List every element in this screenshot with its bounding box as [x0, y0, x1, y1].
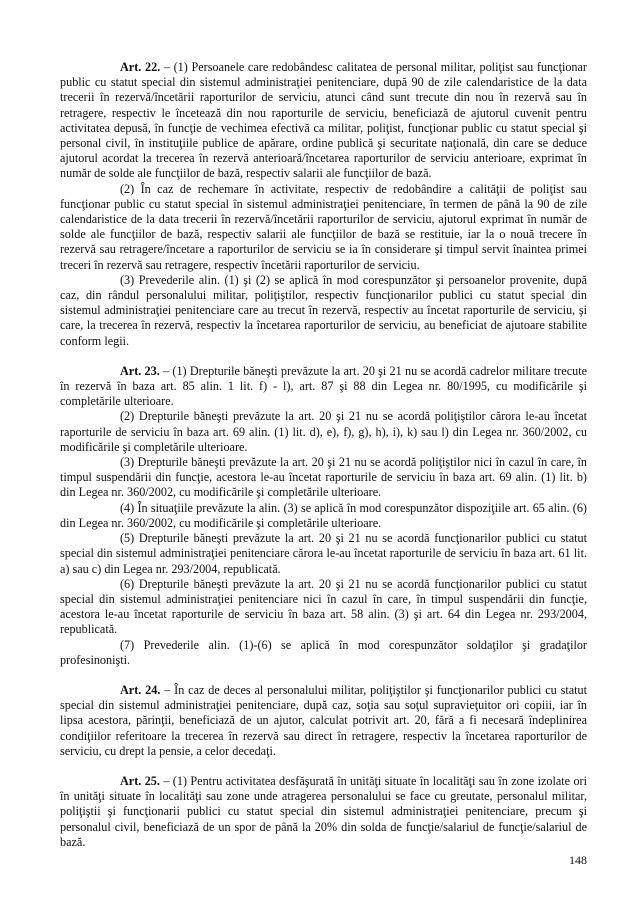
article-paragraph: (6) Drepturile băneşti prevăzute la art. 20 şi 21 nu se acordă funcţionarilor publici cu statut special din sistemul administraţiei penitenciare nici în cazul în care, în timpul suspendării din funcţie, acestora le-au încetat raporturile de serviciu în baza art. 58 alin. (3) şi art. 64 din Legea nr. 293/2004, republicată.	[60, 576, 587, 637]
paragraph-text: – (1) Drepturile băneşti prevăzute la art. 20 şi 21 nu se acordă cadrelor militare trecute în rezervă în baza art. 85 alin. 1 lit. f) - l), art. 87 şi 88 din Legea nr. 80/1995, cu modificările şi completările ulterioare.	[60, 363, 587, 409]
article-paragraph: (5) Drepturile băneşti prevăzute la art. 20 şi 21 nu se acordă funcţionarilor publici cu statut special din sistemul administraţiei penitenciare cărora le-au încetat raporturile de serviciu în baza art. 61 lit. a) sau c) din Legea nr. 293/2004, republicată.	[60, 531, 587, 576]
article-paragraph: (4) În situaţiile prevăzute la alin. (3) se aplică în mod corespunzător dispoziţiile art. 65 alin. (6) din Legea nr. 360/2002, cu modificările şi completările ulterioare.	[60, 500, 587, 530]
article-24	[60, 683, 587, 759]
article-paragraph: (3) Prevederile alin. (1) şi (2) se aplică în mod corespunzător şi persoanelor provenite, după caz, din rândul personalului militar, poliţiştilor, respectiv funcţionarilor publici cu statut special din sistemul administraţiei penitenciare care au trecut în rezervă, respectiv au încetat raporturile de serviciu, şi care, la trecerea în rezervă, respectiv la încetarea raporturilor de serviciu, au beneficiat de ajutoare stabilite conform legii.	[60, 272, 587, 348]
page-number: 148	[569, 853, 587, 867]
article-paragraph	[60, 60, 587, 182]
article-paragraph	[60, 683, 587, 759]
paragraph-text: – În caz de deces al personalului militar, poliţiştilor şi funcţionarilor publici cu statut special din sistemul administraţiei penitenciare, după caz, soţia sau soţul supravieţuitor ori copiii, iar în lipsa acestora, părinţii, beneficiază de un ajutor, calculat potrivit art. 20, fără a fi necesară îndeplinirea condiţiilor referitoare la trecerea în rezervă sau direct în retragere, respectiv la încetarea raporturilor de serviciu, cu drept la pensie, a celor decedaţi.	[60, 682, 587, 758]
article-paragraph	[60, 364, 587, 410]
paragraph-text: – (1) Persoanele care redobândesc calitatea de personal militar, poliţist sau funcţionar public cu statut special din sistemul administraţiei penitenciare, după 90 de zile calendaristice de la data trecerii în rezervă/încetării raporturilor de serviciu, atunci când sunt trecute din nou în rezervă sau în retragere, respectiv le încetează din nou raporturile de serviciu, beneficiază de ajutorul cuvenit pentru activitatea depusă, în funcţie de vechimea efectivă ca militar, poliţist, funcţionar public cu statut special şi personal civil, în instituţiile publice de apărare, ordine publică şi securitate naţională, din care se deduce ajutorul acordat la trecerea în rezervă anterioară/încetarea raporturilor de serviciu anterioare, exprimat în număr de solde ale funcţiilor de bază, respectiv salarii ale funcţiilor de bază.	[60, 60, 587, 181]
article-title: Art. 24.	[120, 682, 161, 697]
article-title: Art. 25.	[120, 773, 160, 788]
document-page	[60, 60, 587, 850]
article-paragraph: (2) Drepturile băneşti prevăzute la art. 20 şi 21 nu se acordă poliţiştilor cărora le-au încetat raporturile de serviciu în baza art. 69 alin. (1) lit. d), e), f), g), h), i), k) sau l) din Legea nr. 360/2002, cu modificările şi completările ulterioare.	[60, 409, 587, 454]
article-paragraph	[60, 774, 587, 850]
article-title: Art. 22.	[120, 60, 161, 74]
article-paragraph: (2) În caz de rechemare în activitate, respectiv de redobândire a calităţii de poliţist sau funcţionar public cu statut special în sistemul administraţiei penitenciare, în termen de până la 90 de zile calendaristice de la data trecerii în rezervă/încetării raporturilor de serviciu, ajutorul exprimat în număr de solde ale funcţiilor de bază, respectiv salarii ale funcţiilor de bază se restituie, iar la o nouă trecere în rezervă sau retragere/încetare a raporturilor de serviciu se ia în considerare şi timpul servit înaintea primei treceri în rezervă sau retragere, respectiv încetării raporturilor de serviciu.	[60, 181, 587, 272]
article-paragraph: (7) Prevederile alin. (1)-(6) se aplică în mod corespunzător soldaţilor şi gradaţilor profesinonişti.	[60, 637, 587, 667]
article-23	[60, 364, 587, 668]
article-22	[60, 60, 587, 349]
article-paragraph: (3) Drepturile băneşti prevăzute la art. 20 şi 21 nu se acordă poliţiştilor nici în cazul în care, în timpul suspendării din funcţie, acestora le-au încetat raporturile de serviciu în baza art. 69 alin. (1) lit. b) din Legea nr. 360/2002, cu modificările şi completările ulterioare.	[60, 455, 587, 500]
paragraph-text: – (1) Pentru activitatea desfăşurată în unităţi situate în localităţi sau în zone izolate ori în unităţi situate în localităţi sau zone unde atragerea personalului se face cu greutate, personalul militar, poliţiştii şi funcţionarii publici cu statut special din sistemul administraţiei penitenciare, precum şi personalul civil, beneficiază de un spor de până la 20% din solda de funcţie/salariul de funcţie/salariul de bază.	[60, 773, 587, 849]
article-25	[60, 774, 587, 850]
article-title: Art. 23.	[120, 363, 160, 378]
